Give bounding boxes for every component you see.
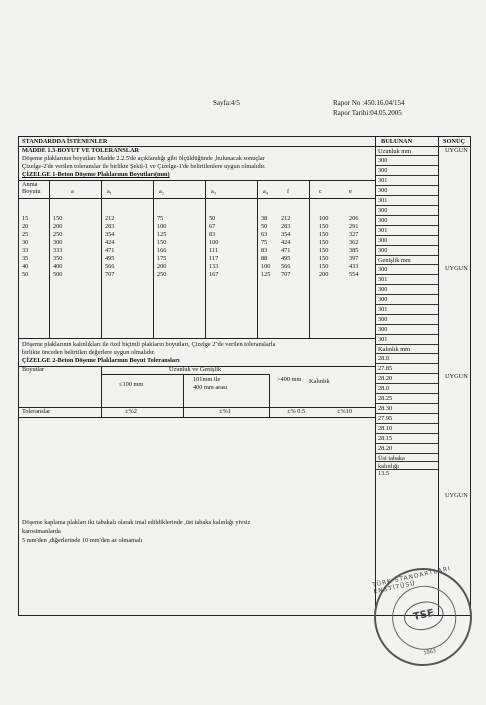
table1-cell: 250 xyxy=(157,271,167,278)
found-value: 28.30 xyxy=(376,404,438,414)
found-value: 28.25 xyxy=(376,394,438,404)
found-value: 300 xyxy=(376,236,438,246)
result-column-divider xyxy=(438,137,439,615)
found-value: 301 xyxy=(376,176,438,186)
dimensions-table xyxy=(19,180,375,339)
found-value: 301 xyxy=(376,275,438,285)
section-paragraph-line: Döşeme plaklarının boyutları Madde 2.2.5'de açıklandığı gibi ölçüldüğünde ,bulunacak sonuçlar xyxy=(22,155,265,162)
table1-cell: 83 xyxy=(261,247,268,254)
table1-cell: 707 xyxy=(281,271,291,278)
table2-sub-header: ≤100 mm xyxy=(119,381,144,388)
report-date: Rapor Tarihi:04.05.2005 xyxy=(333,109,402,117)
table1-cell: 35 xyxy=(22,255,29,262)
table1-cell: 707 xyxy=(105,271,115,278)
found-value: 300 xyxy=(376,246,438,256)
tolerance-table xyxy=(19,366,375,418)
table1-cell: 200 xyxy=(53,223,63,230)
table1-cell: 500 xyxy=(53,271,63,278)
table1-cell: 38 xyxy=(261,215,268,222)
paragraph-line: birlikte önceden belirtilen değerlere uygun olmalıdır. xyxy=(22,349,156,356)
table2-tolerance-value: ±%2 xyxy=(125,408,137,415)
table1-cell: 397 xyxy=(349,255,359,262)
table1-cell: 385 xyxy=(349,247,359,254)
table1-col-divider xyxy=(257,180,258,338)
table2-sub-border xyxy=(101,374,269,375)
table1-cell: 50 xyxy=(261,223,268,230)
table2-dimensions-header: Boyutlar xyxy=(22,366,45,373)
found-value: 27.85 xyxy=(376,364,438,374)
table1-cell: 327 xyxy=(349,231,359,238)
table1-cell: 212 xyxy=(105,215,115,222)
table1-top-border xyxy=(19,180,375,181)
found-value: 301 xyxy=(376,305,438,315)
table2-length-width-header: Uzunluk ve Genişlik xyxy=(169,366,222,373)
table1-col-header: e xyxy=(349,188,352,195)
table1-cell: 424 xyxy=(281,239,291,246)
table1-col-header: a₂ xyxy=(159,188,164,195)
table1-cell: 133 xyxy=(209,263,219,270)
table2-col-divider xyxy=(269,374,270,417)
paragraph-line: karosimanlarda xyxy=(22,528,61,535)
found-value: 301 xyxy=(376,335,438,345)
table1-cell: 150 xyxy=(319,263,329,270)
table1-col-header: a₁ xyxy=(107,188,112,195)
found-column-header: BULUNAN xyxy=(381,138,413,145)
table1-cell: 75 xyxy=(157,215,164,222)
table2-sub-header: 400 mm arası xyxy=(193,384,228,391)
table1-col-header: a₃ xyxy=(211,188,216,195)
paragraph-line: Döşeme kaplama plakları iki tabakalı olarak imal edildiklerinde ,üst tabaka kalınlığı yivsiz xyxy=(22,519,251,526)
found-value: 27.95 xyxy=(376,414,438,424)
table2-col-divider xyxy=(101,366,102,417)
found-value: 300 xyxy=(376,285,438,295)
paragraph-line: 5 mm'den ,diğerlerinde 10 mm'den az olmamalı xyxy=(22,537,143,544)
found-group-label: kalınlığı xyxy=(376,462,438,470)
found-group-label: Uzunluk mm xyxy=(376,147,438,156)
table2-tolerance-value: ±% 0.5 xyxy=(287,408,306,415)
found-value: 300 xyxy=(376,315,438,325)
found-value: 300 xyxy=(376,156,438,166)
seal-year: 1963 xyxy=(423,648,437,657)
table1-cell: 125 xyxy=(157,231,167,238)
table1-cell: 50 xyxy=(22,271,29,278)
found-group-label: Genişlik mm xyxy=(376,256,438,265)
seal-ring-text: TÜRK STANDARTLARI ENSTİTÜSÜ xyxy=(371,565,452,596)
table1-cell: 433 xyxy=(349,263,359,270)
found-value: 300 xyxy=(376,206,438,216)
table1-cell: 100 xyxy=(261,263,271,270)
results-table xyxy=(18,136,471,616)
table1-col-divider xyxy=(101,180,102,338)
table1-cell: 75 xyxy=(261,239,268,246)
table1-cell: 566 xyxy=(105,263,115,270)
table1-cell: 291 xyxy=(349,223,359,230)
table1-cell: 175 xyxy=(157,255,167,262)
table1-cell: 100 xyxy=(209,239,219,246)
table1-col-header: c xyxy=(319,188,322,195)
table1-header-label: Boyutu xyxy=(22,188,41,195)
table1-cell: 350 xyxy=(53,255,63,262)
result-top-layer: UYGUN xyxy=(445,492,468,499)
table1-cell: 83 xyxy=(209,231,216,238)
table1-col-divider xyxy=(205,180,206,338)
report-number: Rapor No :450.16.04/154 xyxy=(333,99,405,107)
paragraph-line: Döşeme plaklarının kalınlıkları ile özel biçimli plakların boyutları, Çizelge 2''de verilen toleranslarla xyxy=(22,341,276,348)
table1-cell: 40 xyxy=(22,263,29,270)
table1-cell: 25 xyxy=(22,231,29,238)
table1-cell: 20 xyxy=(22,223,29,230)
table1-cell: 166 xyxy=(157,247,167,254)
found-value: 28.15 xyxy=(376,434,438,444)
found-value: 28.10 xyxy=(376,424,438,434)
table1-col-divider xyxy=(153,180,154,338)
table2-sub-header: 101mm ile xyxy=(193,376,221,383)
table1-col-divider xyxy=(49,180,50,338)
table1-cell: 50 xyxy=(209,215,216,222)
table2-title: ÇİZELGE 2-Beton Döşeme Plaklarının Boyut Toleransları xyxy=(22,357,180,364)
found-value: 301 xyxy=(376,226,438,236)
table1-cell: 424 xyxy=(105,239,115,246)
table1-cell: 212 xyxy=(281,215,291,222)
found-value: 301 xyxy=(376,196,438,206)
found-value: 28.20 xyxy=(376,444,438,454)
found-values-column xyxy=(376,147,438,478)
found-value: 300 xyxy=(376,166,438,176)
table1-cell: 300 xyxy=(53,239,63,246)
table1-cell: 100 xyxy=(319,215,329,222)
found-value: 13.5 xyxy=(378,470,390,477)
table1-cell: 125 xyxy=(261,271,271,278)
result-width: UYGUN xyxy=(445,265,468,272)
table1-cell: 566 xyxy=(281,263,291,270)
table2-row-border xyxy=(19,407,375,408)
table1-cell: 495 xyxy=(105,255,115,262)
table1-cell: 200 xyxy=(319,271,329,278)
table1-title: ÇİZELGE 1-Beton Döşeme Plaklarının Boyutları(mm) xyxy=(22,171,170,178)
table1-cell: 354 xyxy=(281,231,291,238)
table2-sub-header: >400 mm xyxy=(277,376,302,383)
table1-cell: 495 xyxy=(281,255,291,262)
found-group-label: Üst tabaka xyxy=(376,454,438,462)
table2-row-label: Toleranslar xyxy=(22,408,51,415)
table2-bottom-border xyxy=(19,417,375,418)
table1-cell: 63 xyxy=(261,231,268,238)
table1-col-header: a xyxy=(71,188,74,195)
table1-cell: 167 xyxy=(209,271,219,278)
table2-tolerance-value: ±%1 xyxy=(219,408,231,415)
standards-column-header: STANDARDDA İSTENENLER xyxy=(22,138,108,145)
table1-col-divider xyxy=(309,180,310,338)
table1-cell: 283 xyxy=(281,223,291,230)
table1-cell: 250 xyxy=(53,231,63,238)
found-value: 300 xyxy=(376,216,438,226)
table1-cell: 471 xyxy=(105,247,115,254)
table1-cell: 150 xyxy=(319,239,329,246)
table1-cell: 200 xyxy=(157,263,167,270)
table1-cell: 206 xyxy=(349,215,359,222)
table1-cell: 471 xyxy=(281,247,291,254)
table1-cell: 362 xyxy=(349,239,359,246)
table1-bottom-border xyxy=(19,338,375,339)
table1-cell: 117 xyxy=(209,255,219,262)
result-length: UYGUN xyxy=(445,147,468,154)
section-paragraph-line: Çizelge-2'de verilen toleranslar ile birlikte Şekil-1 ve Çizelge-1'de belirtilenlere uygun olmalıdır. xyxy=(22,163,266,170)
table2-col-divider xyxy=(183,374,184,417)
found-value: 300 xyxy=(376,295,438,305)
table2-thickness-header: Kalınlık xyxy=(309,378,330,385)
table1-cell: 30 xyxy=(22,239,29,246)
table1-cell: 100 xyxy=(157,223,167,230)
found-value: 28.0 xyxy=(376,354,438,364)
table1-cell: 354 xyxy=(105,231,115,238)
table1-cell: 150 xyxy=(53,215,63,222)
found-group-label: Kalınlık mm xyxy=(376,345,438,354)
table1-col-header: a₄ xyxy=(263,188,268,195)
table2-tolerance-value: ±%10 xyxy=(337,408,352,415)
found-value: 300 xyxy=(376,186,438,196)
table1-header-label: Anma xyxy=(22,181,38,188)
table1-cell: 111 xyxy=(209,247,218,254)
table1-cell: 150 xyxy=(157,239,167,246)
result-thickness: UYGUN xyxy=(445,373,468,380)
table1-cell: 88 xyxy=(261,255,268,262)
found-value: 300 xyxy=(376,265,438,275)
table1-cell: 283 xyxy=(105,223,115,230)
table1-cell: 67 xyxy=(209,223,216,230)
table1-cell: 150 xyxy=(319,247,329,254)
table1-cell: 15 xyxy=(22,215,29,222)
section-title: MADDE 1.3-BOYUT VE TOLERANSLAR xyxy=(22,147,140,154)
table1-cell: 150 xyxy=(319,231,329,238)
table1-cell: 33 xyxy=(22,247,29,254)
table1-header-border xyxy=(19,198,375,199)
table1-cell: 150 xyxy=(319,255,329,262)
table1-col-header: f xyxy=(287,188,290,195)
result-column-header: SONUÇ xyxy=(443,138,466,145)
found-value: 28.20 xyxy=(376,374,438,384)
table1-cell: 554 xyxy=(349,271,359,278)
table1-cell: 333 xyxy=(53,247,63,254)
table1-cell: 400 xyxy=(53,263,63,270)
seal-logo: TSE xyxy=(401,598,446,634)
table1-cell: 150 xyxy=(319,223,329,230)
page-number: Sayfa:4/5 xyxy=(213,99,240,107)
found-value: 28.0 xyxy=(376,384,438,394)
found-value: 300 xyxy=(376,325,438,335)
